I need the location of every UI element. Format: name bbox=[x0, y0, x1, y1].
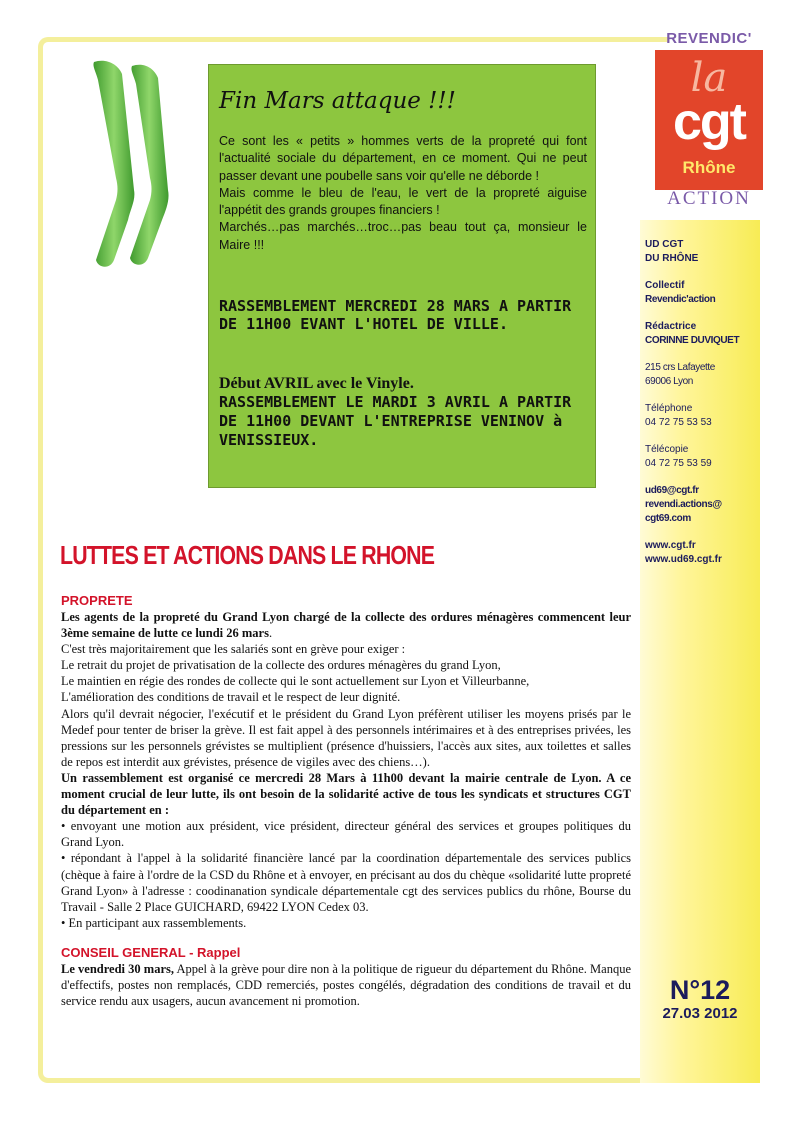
chevron-right-shape bbox=[130, 65, 169, 265]
email-link-2-line1[interactable]: revendi.actions@ bbox=[645, 499, 722, 510]
collectif-name: Revendic'action bbox=[645, 294, 716, 305]
redactrice-block bbox=[645, 320, 760, 348]
section1-paragraph-1: C'est très majoritairement que les salariés sont en grève pour exiger : bbox=[61, 642, 406, 657]
phone-number: 04 72 75 53 53 bbox=[645, 417, 712, 428]
rally-announcement-2: RASSEMBLEMENT LE MARDI 3 AVRIL A PARTIR DE 11H00 DEVANT L'ENTREPRISE VENINOV à VENISSIEUX. bbox=[219, 393, 572, 449]
section1-intro bbox=[61, 609, 631, 641]
address-line2: 69006 Lyon bbox=[645, 376, 693, 387]
green-box-text bbox=[219, 133, 587, 254]
frame-top-border bbox=[48, 37, 668, 42]
email-link-1[interactable]: ud69@cgt.fr bbox=[645, 485, 699, 496]
section1-bullet-1: • envoyant une motion aux président, vice président, directeur général des services et groupes politiques du Grand Lyon. bbox=[61, 819, 631, 850]
logo-revendic: REVENDIC' bbox=[666, 30, 752, 47]
logo-la: la bbox=[690, 55, 728, 101]
web-block bbox=[645, 539, 760, 567]
email-block bbox=[645, 484, 760, 526]
rally-announcement-1: RASSEMBLEMENT MERCREDI 28 MARS A PARTIR DE 11H00 EVANT L'HOTEL DE VILLE. bbox=[219, 297, 572, 333]
logo-cgt: cgt bbox=[673, 93, 745, 151]
issue-number: N°12 bbox=[669, 975, 731, 1005]
green-paragraph-1: Ce sont les « petits » hommes verts de la propreté qui font l'actualité sociale du département, en ce moment. Qui ne peut passer devant une poubelle sans voir qu'elle ne déborde ! bbox=[219, 134, 587, 183]
issue-date: 27.03 2012 bbox=[662, 1005, 738, 1022]
section1-paragraph-6: Un rassemblement est organisé ce mercredi 28 Mars à 11h00 devant la mairie centrale de Lyon. A ce moment crucial de leur lutte, ils ont besoin de la solidarité active de tous les syndicats et structures CGT du département en : bbox=[61, 770, 631, 818]
redactrice-label: Rédactrice bbox=[645, 321, 697, 332]
org-line1: UD CGT bbox=[645, 239, 684, 250]
section-title-conseil-general: CONSEIL GENERAL - Rappel bbox=[61, 944, 241, 960]
logo-rhone: Rhône bbox=[682, 158, 736, 177]
chevron-left-shape bbox=[93, 61, 134, 267]
address-line1: 215 crs Lafayette bbox=[645, 362, 715, 373]
collectif-block bbox=[645, 279, 760, 307]
green-announcement-box bbox=[208, 64, 596, 488]
fax-number: 04 72 75 53 59 bbox=[645, 458, 712, 469]
org-line2: DU RHÔNE bbox=[645, 253, 699, 264]
address-block bbox=[645, 361, 760, 389]
phone-label: Téléphone bbox=[645, 403, 693, 414]
section1-bullet-2: • répondant à l'appel à la solidarité financière lancé par la coordination départementale des services publics (chèque à faire à l'ordre de la CSD du Rhône et à envoyer, en précisant au dos du chèque «solidarité lutte propreté Grand Lyon» à l'adresse : coodinanation syndicale départementale cgt des services publics du rhône, Bourse du Travail - Salle 2 Place GUICHARD, 69422 LYON Cedex 03. bbox=[61, 851, 631, 914]
org-block bbox=[645, 238, 760, 266]
green-chevrons-decoration bbox=[88, 60, 188, 270]
frame-bottom-border bbox=[48, 1078, 668, 1083]
fax-label: Télécopie bbox=[645, 444, 689, 455]
section1-paragraph-4: L'amélioration des conditions de travail et le respect de leur dignité. bbox=[61, 690, 401, 705]
section1-bullet-3: • En participant aux rassemblements. bbox=[61, 915, 247, 930]
vinyl-announcement: Début AVRIL avec le Vinyle. bbox=[219, 375, 414, 392]
web-link-1[interactable]: www.cgt.fr bbox=[645, 540, 696, 551]
email-link-2-line2[interactable]: cgt69.com bbox=[645, 513, 691, 524]
section2-text: Appel à la grève pour dire non à la politique de rigueur du département du Rhône. Manque d'effectifs, postes non remplacés, CDD remerciés, postes congélés, dégradation des conditions de travail et du service rendu aux usagers, aucun avancement ni promotion. bbox=[61, 961, 631, 1009]
section2-bold: Le vendredi 30 mars, bbox=[61, 961, 174, 976]
phone-block bbox=[645, 402, 760, 430]
section1-paragraph-2: Le retrait du projet de privatisation de la collecte des ordures ménagères du grand Lyon, bbox=[61, 658, 501, 673]
section1-intro-end: . bbox=[268, 626, 273, 641]
collectif-label: Collectif bbox=[645, 280, 685, 291]
cgt-logo bbox=[655, 50, 763, 190]
green-paragraph-3: Marchés…pas marchés…troc…pas beau tout ça, monsieur le Maire !!! bbox=[219, 220, 587, 252]
green-paragraph-2: Mais comme le bleu de l'eau, le vert de la propreté aiguise l'appétit des grands groupes financiers ! bbox=[219, 185, 587, 218]
sidebar-contact-info bbox=[645, 238, 760, 580]
section1-paragraph-5: Alors qu'il devrait négocier, l'exécutif et le président du Grand Lyon préfèrent utiliser les moyens prisés par le Medef pour tenter de briser la grève. Il est fait appel à des personnels intérimaires et à des entreprises privées, les pressions sur les personnels grévistes se multiplient (présence d'huissiers, l'accès aux sites, aux toilettes et salles de repos est interdit aux grévistes, présence de vigiles avec des chiens…). bbox=[61, 706, 631, 769]
green-box-title: Fin Mars attaque !!! bbox=[219, 88, 456, 114]
redactrice-name: CORINNE DUVIQUET bbox=[645, 335, 740, 346]
section2-paragraph bbox=[61, 961, 631, 1009]
web-link-2[interactable]: www.ud69.cgt.fr bbox=[645, 554, 722, 565]
article-body bbox=[61, 593, 631, 1009]
section1-paragraph-3: Le maintien en régie des rondes de collecte qui le sont actuellement sur Lyon et Villeurbanne, bbox=[61, 674, 530, 689]
article-headline: LUTTES ET ACTIONS DANS LE RHONE bbox=[60, 540, 435, 570]
fax-block bbox=[645, 443, 760, 471]
issue-info bbox=[640, 975, 760, 1023]
section-title-proprete: PROPRETE bbox=[61, 593, 133, 608]
logo-action: ACTION bbox=[667, 188, 751, 209]
section1-intro-bold: Les agents de la propreté du Grand Lyon chargé de la collecte des ordures ménagères commencent leur 3ème semaine de lutte ce lundi 26 mars bbox=[61, 610, 631, 641]
